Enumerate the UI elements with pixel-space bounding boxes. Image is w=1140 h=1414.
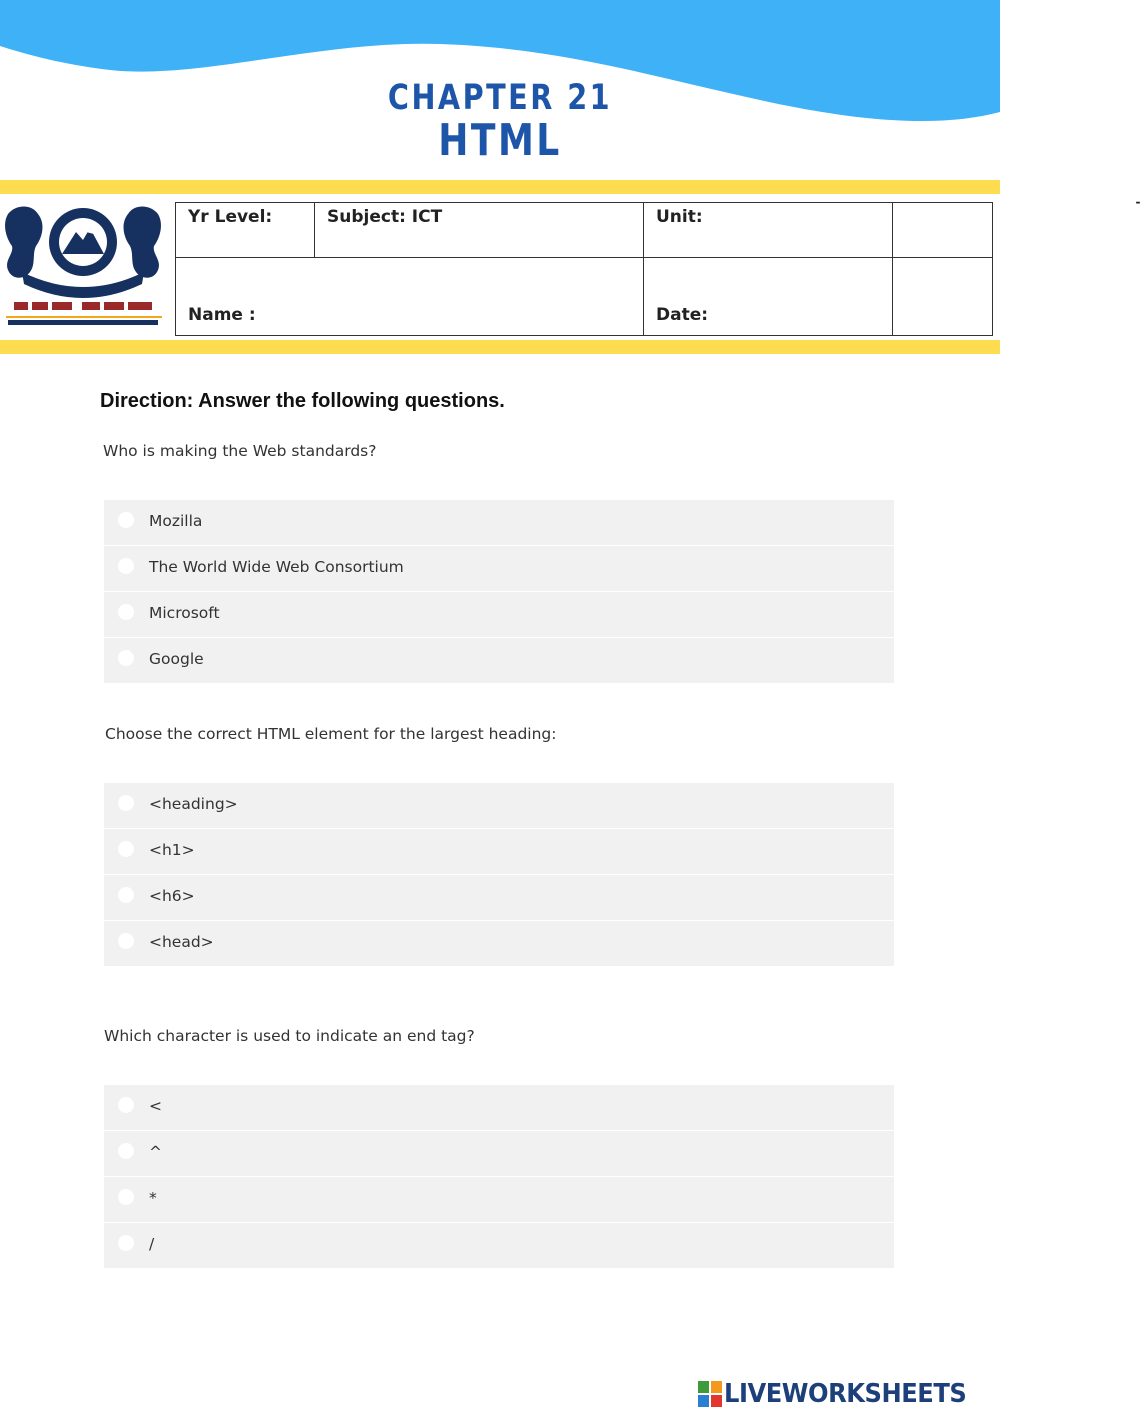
option[interactable] bbox=[104, 592, 894, 637]
unit-label: Unit: bbox=[644, 203, 893, 258]
radio-button[interactable] bbox=[118, 933, 134, 949]
yellow-band-top bbox=[0, 180, 1000, 194]
option-label: < bbox=[149, 1097, 162, 1115]
option-label: * bbox=[149, 1189, 157, 1207]
radio-button[interactable] bbox=[118, 841, 134, 857]
option-label: ^ bbox=[149, 1143, 162, 1161]
option-label: Mozilla bbox=[149, 512, 203, 530]
option[interactable] bbox=[104, 546, 894, 591]
radio-button[interactable] bbox=[118, 512, 134, 528]
corner-mark: - bbox=[1135, 194, 1140, 209]
yellow-band-bottom bbox=[0, 340, 1000, 354]
option[interactable] bbox=[104, 1223, 894, 1268]
option[interactable] bbox=[104, 875, 894, 920]
date-value-cell[interactable] bbox=[893, 258, 993, 336]
date-label: Date: bbox=[644, 258, 893, 336]
radio-button[interactable] bbox=[118, 1189, 134, 1205]
option[interactable] bbox=[104, 1177, 894, 1222]
chapter-title: CHAPTER 21 bbox=[387, 78, 613, 118]
unit-value-cell[interactable] bbox=[893, 194, 1140, 258]
radio-button[interactable] bbox=[118, 1097, 134, 1113]
option[interactable] bbox=[104, 1131, 894, 1176]
direction-heading: Direction: Answer the following questions. bbox=[100, 390, 505, 412]
option-label: Google bbox=[149, 650, 204, 668]
question-3-options bbox=[104, 1085, 894, 1269]
option[interactable] bbox=[104, 638, 894, 683]
option-label: The World Wide Web Consortium bbox=[149, 558, 404, 576]
subject-label: Subject: ICT bbox=[315, 203, 644, 258]
option-label: Microsoft bbox=[149, 604, 220, 622]
option-label: <heading> bbox=[149, 795, 238, 813]
option[interactable] bbox=[104, 1085, 894, 1130]
radio-button[interactable] bbox=[118, 604, 134, 620]
topic-title: HTML bbox=[438, 115, 562, 166]
name-label: Name : bbox=[176, 258, 644, 336]
radio-button[interactable] bbox=[118, 1235, 134, 1251]
option[interactable] bbox=[104, 783, 894, 828]
option[interactable] bbox=[104, 829, 894, 874]
school-logo-icon bbox=[2, 202, 164, 330]
option[interactable] bbox=[104, 500, 894, 545]
option-label: <head> bbox=[149, 933, 214, 951]
worksheet-title bbox=[0, 78, 1000, 164]
yr-level-label: Yr Level: bbox=[176, 203, 315, 258]
radio-button[interactable] bbox=[118, 1143, 134, 1159]
option-label: <h6> bbox=[149, 887, 195, 905]
option[interactable] bbox=[104, 921, 894, 966]
question-2-prompt: Choose the correct HTML element for the largest heading: bbox=[105, 725, 557, 743]
question-1-options bbox=[104, 500, 894, 684]
question-1-prompt: Who is making the Web standards? bbox=[103, 442, 377, 460]
liveworksheets-logo-icon bbox=[698, 1381, 722, 1407]
radio-button[interactable] bbox=[118, 650, 134, 666]
radio-button[interactable] bbox=[118, 558, 134, 574]
radio-button[interactable] bbox=[118, 795, 134, 811]
option-label: <h1> bbox=[149, 841, 195, 859]
option-label: / bbox=[149, 1235, 155, 1253]
question-3-prompt: Which character is used to indicate an end tag? bbox=[104, 1027, 475, 1045]
question-2-options bbox=[104, 783, 894, 967]
radio-button[interactable] bbox=[118, 887, 134, 903]
brand-text: LIVEWORKSHEETS bbox=[724, 1379, 967, 1409]
student-info-table bbox=[175, 194, 1140, 336]
liveworksheets-brand bbox=[698, 1378, 985, 1410]
